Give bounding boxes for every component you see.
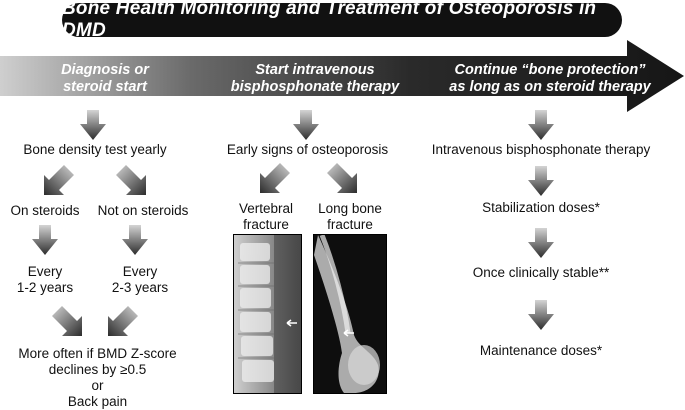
long-bone-fracture-label: Long bone fracture bbox=[318, 201, 382, 232]
iv-therapy-text: Intravenous bisphosphonate therapy bbox=[431, 142, 651, 157]
diagonal-arrow-right bbox=[327, 163, 361, 197]
down-arrow bbox=[528, 166, 554, 196]
clinically-stable-text: Once clinically stable** bbox=[472, 265, 610, 280]
down-arrow bbox=[528, 110, 554, 140]
maintenance-doses-text: Maintenance doses* bbox=[479, 343, 603, 358]
down-arrow bbox=[528, 228, 554, 258]
diagonal-arrow-left bbox=[256, 163, 290, 197]
down-arrow bbox=[80, 110, 106, 140]
down-arrow bbox=[528, 300, 554, 330]
phase-diagnosis-label: Diagnosis or steroid start bbox=[61, 62, 149, 95]
early-signs-text: Early signs of osteoporosis bbox=[226, 142, 389, 157]
page-title: Bone Health Monitoring and Treatment of Osteoporosis in DMD bbox=[62, 3, 622, 37]
vertebral-fracture-label: Vertebral fracture bbox=[238, 201, 294, 232]
vertebral-xray-image bbox=[233, 234, 302, 394]
diagonal-arrow-converge-left bbox=[52, 306, 86, 340]
phase-start-iv-label: Start intravenous bisphosphonate therapy bbox=[230, 62, 400, 95]
down-arrow bbox=[122, 225, 148, 255]
long-bone-xray-image bbox=[313, 234, 387, 394]
diagonal-arrow-right bbox=[116, 165, 150, 199]
not-on-steroids-text: Not on steroids bbox=[97, 203, 189, 218]
bone-density-text: Bone density test yearly bbox=[23, 142, 167, 157]
down-arrow bbox=[293, 110, 319, 140]
every-2-3-years-text: Every 2-3 years bbox=[111, 264, 169, 295]
diagonal-arrow-left bbox=[40, 165, 74, 199]
more-often-text: More often if BMD Z-score declines by ≥0.5 or Back pain bbox=[18, 346, 177, 409]
every-1-2-years-text: Every 1-2 years bbox=[16, 264, 74, 295]
stabilization-doses-text: Stabilization doses* bbox=[482, 200, 600, 215]
diagonal-arrow-converge-right bbox=[104, 306, 138, 340]
down-arrow bbox=[32, 225, 58, 255]
on-steroids-text: On steroids bbox=[10, 203, 80, 218]
phase-continue-label: Continue “bone protection” as long as on steroid therapy bbox=[449, 62, 651, 95]
